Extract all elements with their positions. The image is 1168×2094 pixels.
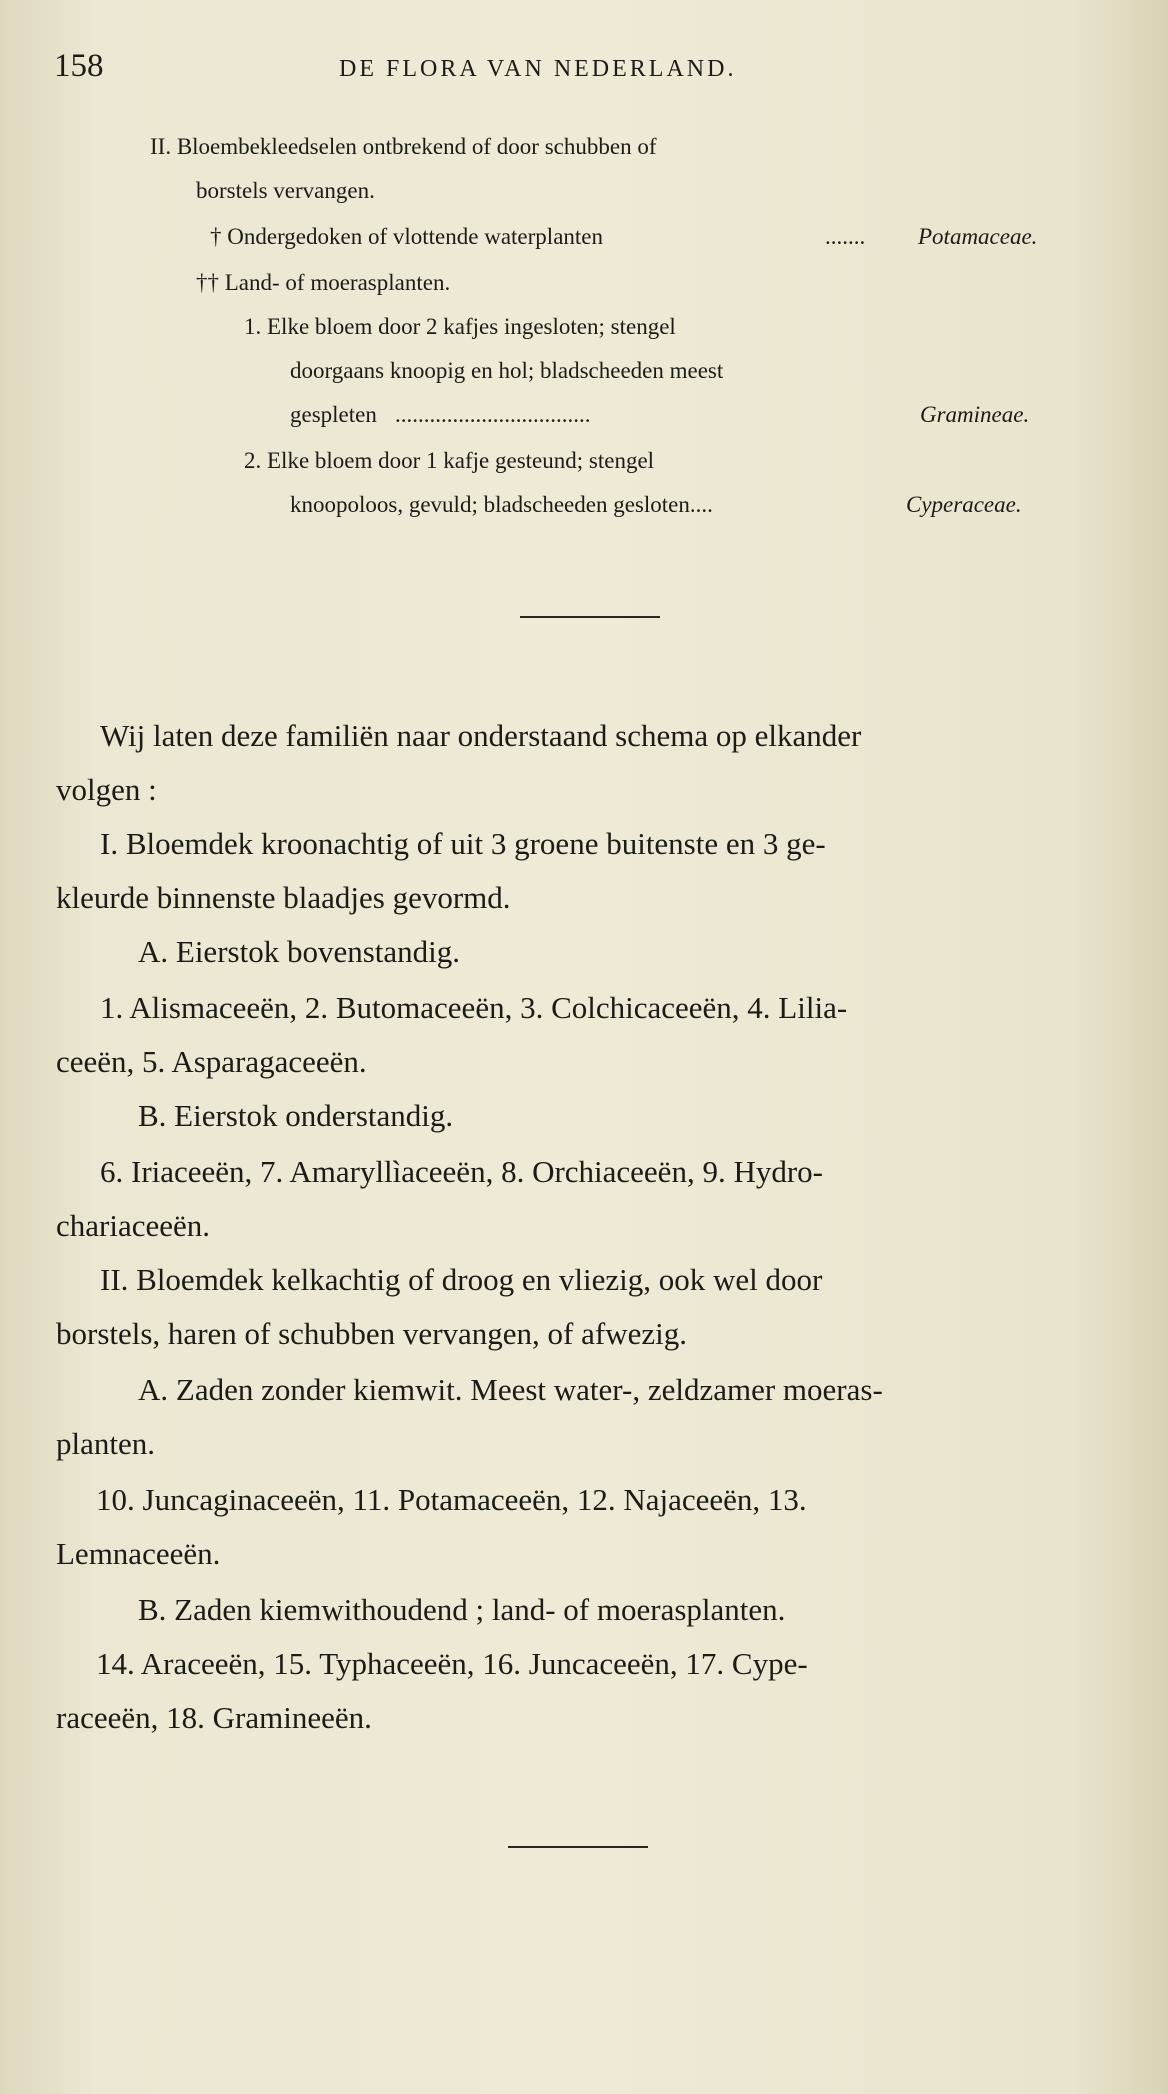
body-line: I. Bloemdek kroonachtig of uit 3 groene buitenste en 3 ge- [100,826,826,861]
body-line: A. Eierstok bovenstandig. [138,934,461,969]
key-item1-line3: gespleten [290,402,377,427]
body-line: volgen : [56,772,157,807]
body-line: kleurde binnenste blaadjes gevormd. [56,880,511,915]
body-line: planten. [56,1426,155,1461]
key-item2-line2: knoopoloos, gevuld; bladscheeden gesloten.... [290,492,713,517]
separator-rule [520,616,660,618]
body-line: 1. Alismaceeën, 2. Butomaceeën, 3. Colchicaceeën, 4. Lilia- [100,990,848,1025]
key-item1-line1: 1. Elke bloem door 2 kafjes ingesloten; stengel [244,314,676,339]
key-dagger1-text: † Ondergedoken of vlottende waterplanten [210,224,603,249]
body-line: II. Bloemdek kelkachtig of droog en vliezig, ook wel door [100,1262,823,1297]
body-line: chariaceeën. [56,1208,211,1243]
body-line: 14. Araceeën, 15. Typhaceeën, 16. Juncaceeën, 17. Cype- [96,1646,808,1681]
key-dagger1-leader: ....... [825,224,866,249]
body-line: raceeën, 18. Gramineeën. [56,1700,372,1735]
closing-rule [508,1846,648,1848]
key-item1-leader: .................................. [395,402,591,427]
body-line: 10. Juncaginaceeën, 11. Potamaceeën, 12. Najaceeën, 13. [96,1482,807,1517]
body-line: Lemnaceeën. [56,1536,221,1571]
key-item2-line1: 2. Elke bloem door 1 kafje gesteund; stengel [244,448,655,473]
body-line: B. Eierstok onderstandig. [138,1098,454,1133]
running-head: DE FLORA VAN NEDERLAND. [339,56,737,82]
body-line: 6. Iriaceeën, 7. Amaryllìaceeën, 8. Orchiaceeën, 9. Hydro- [100,1154,823,1189]
key-section-ii-line2: borstels vervangen. [196,178,375,203]
key-dagger1-taxon: Potamaceae. [918,224,1038,249]
key-item2-taxon: Cyperaceae. [906,492,1022,517]
body-line: Wij laten deze familiën naar onderstaand schema op elkander [100,718,862,753]
page-header [54,48,1134,88]
body-line: borstels, haren of schubben vervangen, of afwezig. [56,1316,687,1351]
key-dagger2-text: †† Land- of moerasplanten. [196,270,451,295]
key-item1-taxon: Gramineae. [920,402,1030,427]
body-line: A. Zaden zonder kiemwit. Meest water-, zeldzamer moeras- [138,1372,883,1407]
body-line: ceeën, 5. Asparagaceeën. [56,1044,367,1079]
page-number: 158 [54,48,104,84]
body-line: B. Zaden kiemwithoudend ; land- of moerasplanten. [138,1592,786,1627]
key-item1-line2: doorgaans knoopig en hol; bladscheeden meest [290,358,724,383]
key-section-ii-line1: II. Bloembekleedselen ontbrekend of door schubben of [150,134,657,159]
